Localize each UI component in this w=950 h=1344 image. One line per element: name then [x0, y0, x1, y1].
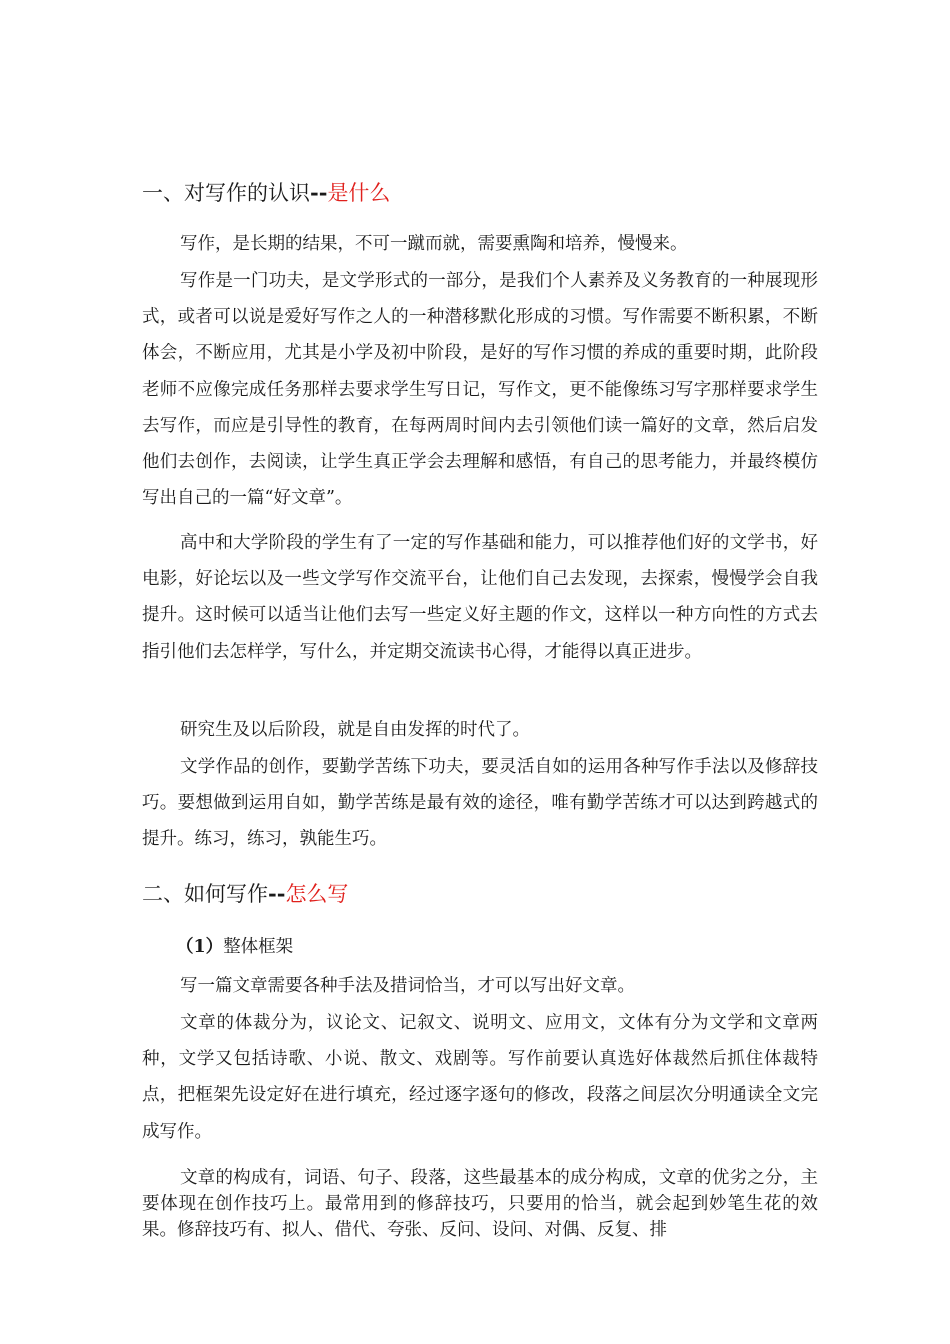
- section-heading-2-prefix: 二、如何写作: [142, 882, 268, 906]
- subsection-heading: [176, 932, 293, 962]
- paragraph: 文章的构成有，词语、句子、段落，这些最基本的成分构成，文章的优劣之分，主要体现在创作技巧上。最常用到的修辞技巧，只要用的恰当，就会起到妙笔生花的效果。修辞技巧有、拟人、借代、夸张、反问、设问、对偶、反复、排: [142, 1168, 818, 1240]
- section-heading-2-highlight: 怎么写: [285, 882, 349, 906]
- subsection-title: 整体框架: [223, 937, 294, 957]
- paragraph: 文章的体裁分为，议论文、记叙文、说明文、应用文，文体有分为文学和文章两种，文学又包括诗歌、小说、散文、戏剧等。写作前要认真选好体裁然后抓住体裁特点，把框架先设定好在进行填充，经过逐字逐句的修改，段落之间层次分明通读全文完成写作。: [142, 1013, 818, 1142]
- paragraph: 写一篇文章需要各种手法及措词恰当，才可以写出好文章。: [180, 976, 635, 996]
- section-heading-1-highlight: 是什么: [327, 181, 391, 205]
- paragraph: 写作，是长期的结果，不可一蹴而就，需要熏陶和培养，慢慢来。: [180, 234, 688, 254]
- paragraph: 高中和大学阶段的学生有了一定的写作基础和能力，可以推荐他们好的文学书，好电影，好论坛以及一些文学写作交流平台，让他们自己去发现，去探索，慢慢学会自我提升。这时候可以适当让他们去写一些定义好主题的作文，这样以一种方向性的方式去指引他们去怎样学，写什么，并定期交流读书心得，才能得以真正进步。: [142, 533, 818, 662]
- section-heading-2: [142, 879, 348, 909]
- section-heading-1-prefix: 一、对写作的认识: [142, 181, 310, 205]
- section-heading-1-dash: --: [310, 180, 328, 205]
- section-heading-2-dash: --: [268, 881, 286, 906]
- section-heading-1: [142, 178, 390, 208]
- paragraph: 研究生及以后阶段，就是自由发挥的时代了。: [180, 720, 530, 740]
- subsection-number: （1）: [176, 937, 224, 957]
- paragraph: 写作是一门功夫，是文学形式的一部分，是我们个人素养及义务教育的一种展现形式，或者可以说是爱好写作之人的一种潜移默化形成的习惯。写作需要不断积累，不断体会，不断应用，尤其是小学及初中阶段，是好的写作习惯的养成的重要时期，此阶段老师不应像完成任务那样去要求学生写日记，写作文，更不能像练习写字那样要求学生去写作，而应是引导性的教育，在每两周时间内去引领他们读一篇好的文章，然后启发他们去创作，去阅读，让学生真正学会去理解和感悟，有自己的思考能力，并最终模仿写出自己的一篇“好文章”。: [142, 271, 818, 509]
- paragraph: 文学作品的创作，要勤学苦练下功夫，要灵活自如的运用各种写作手法以及修辞技巧。要想做到运用自如，勤学苦练是最有效的途径，唯有勤学苦练才可以达到跨越式的提升。练习，练习，孰能生巧。: [142, 757, 818, 850]
